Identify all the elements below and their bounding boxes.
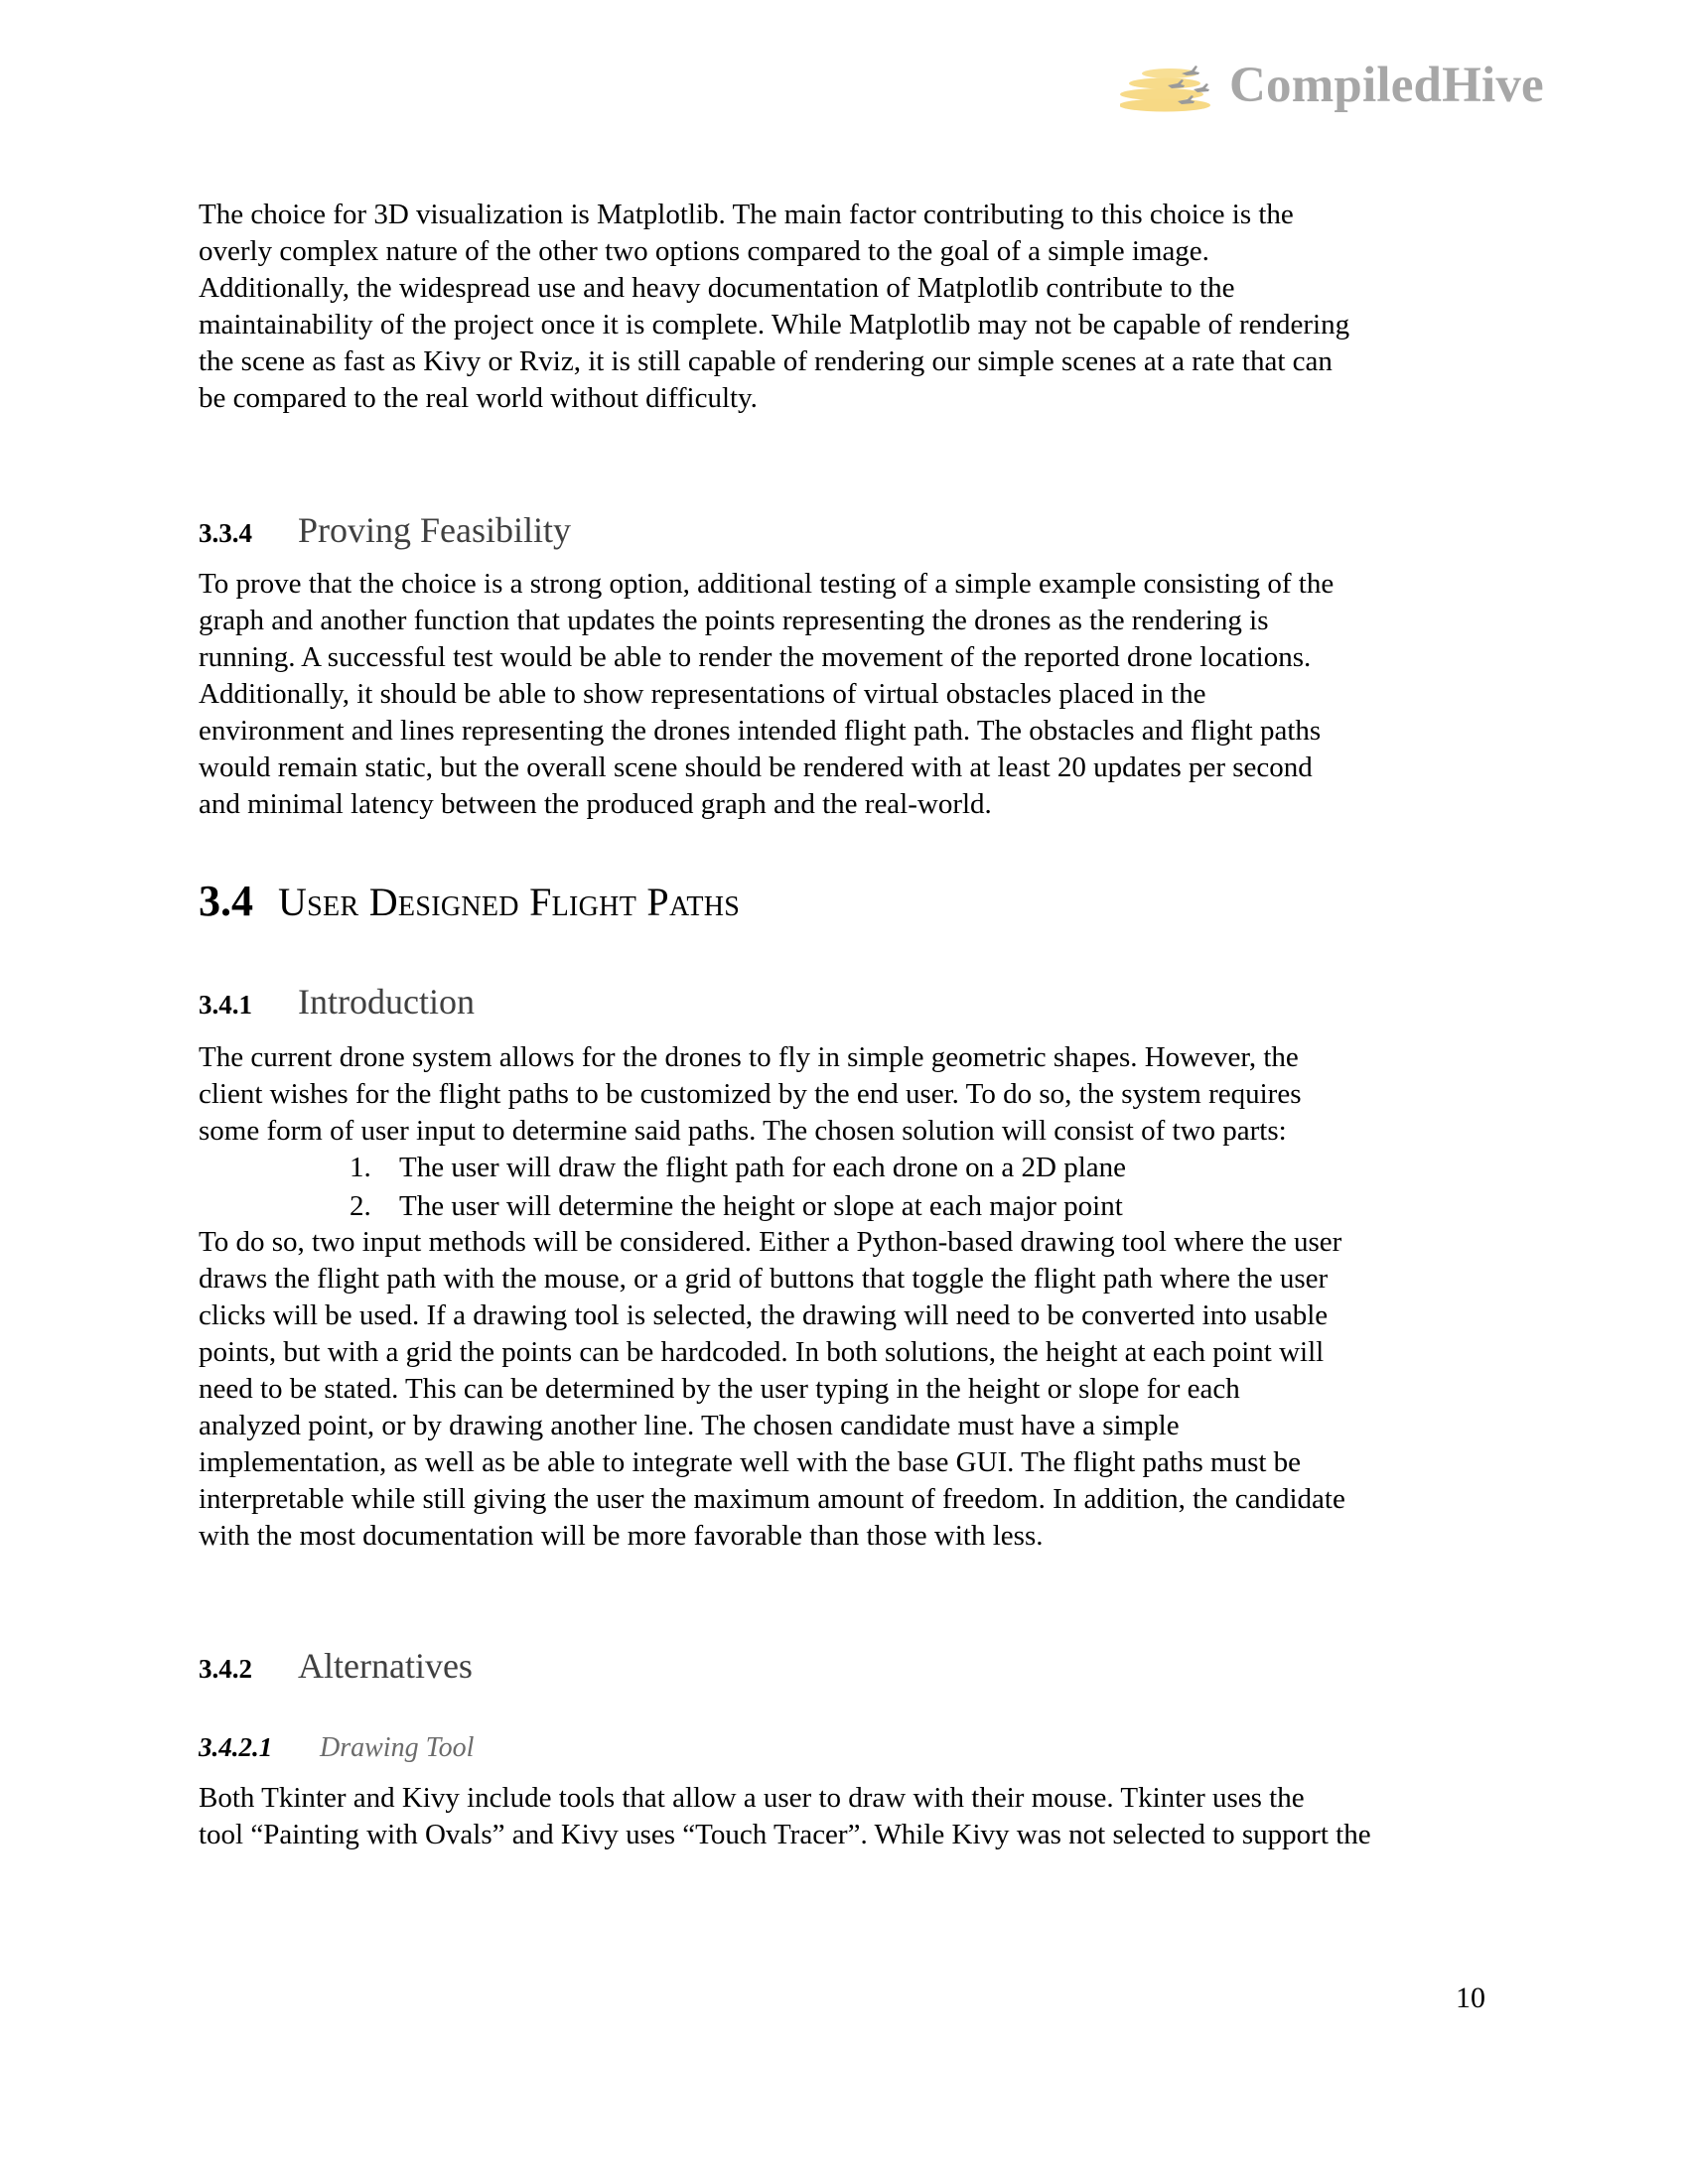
- heading-number: 3.3.4: [199, 518, 252, 548]
- text-line: need to be stated. This can be determined by the user typing in the height or slope for each: [199, 1373, 1240, 1405]
- text-line: would remain static, but the overall scene should be rendered with at least 20 updates per second: [199, 751, 1313, 783]
- text-line: draws the flight path with the mouse, or a grid of buttons that toggle the flight path where the user: [199, 1263, 1329, 1295]
- text-line: and minimal latency between the produced graph and the real-world.: [199, 788, 992, 820]
- text-line: analyzed point, or by drawing another line. The chosen candidate must have a simple: [199, 1410, 1180, 1441]
- text-line: tool “Painting with Ovals” and Kivy uses “Touch Tracer”. While Kivy was not selected to support the: [199, 1819, 1371, 1850]
- heading-title: Alternatives: [298, 1646, 473, 1686]
- drawing-tool-paragraph: [199, 1780, 1489, 1853]
- text-line: running. A successful test would be able to render the movement of the reported drone locations.: [199, 641, 1312, 673]
- text-line: with the most documentation will be more favorable than those with less.: [199, 1520, 1044, 1552]
- heading-3-4-2-1: [199, 1734, 474, 1762]
- list-item: [199, 1150, 1489, 1188]
- text-line: Additionally, the widespread use and heavy documentation of Matplotlib contribute to the: [199, 272, 1235, 304]
- hive-layer: [1120, 99, 1210, 112]
- heading-number: 3.4.1: [199, 990, 252, 1020]
- introduction-paragraph-continued: [199, 1224, 1489, 1555]
- text-line: client wishes for the flight paths to be customized by the end user. To do so, the system requires: [199, 1078, 1302, 1110]
- intro-paragraph: [199, 197, 1489, 417]
- heading-number: 3.4.2.1: [199, 1732, 273, 1762]
- heading-title: User Designed Flight Paths: [278, 880, 741, 924]
- text-line: To do so, two input methods will be considered. Either a Python-based drawing tool where the user: [199, 1226, 1342, 1258]
- text-line: Additionally, it should be able to show representations of virtual obstacles placed in the: [199, 678, 1206, 710]
- heading-3-4-1: [199, 984, 475, 1020]
- numbered-list: [199, 1150, 1489, 1226]
- text-line: Both Tkinter and Kivy include tools that allow a user to draw with their mouse. Tkinter uses the: [199, 1782, 1305, 1814]
- text-line: environment and lines representing the drones intended flight path. The obstacles and flight paths: [199, 715, 1322, 747]
- heading-number: 3.4: [199, 877, 253, 925]
- text-line: implementation, as well as be able to integrate well with the base GUI. The flight paths must be: [199, 1446, 1302, 1478]
- text-line: To prove that the choice is a strong option, additional testing of a simple example consisting of the: [199, 568, 1335, 600]
- heading-title: Proving Feasibility: [298, 510, 572, 550]
- heading-3-4-2: [199, 1648, 473, 1684]
- heading-title: Introduction: [298, 982, 475, 1022]
- list-number: 2.: [350, 1189, 371, 1222]
- company-logo: [1120, 58, 1587, 119]
- text-line: clicks will be used. If a drawing tool is selected, the drawing will need to be converted into usable: [199, 1299, 1329, 1331]
- heading-number: 3.4.2: [199, 1654, 252, 1684]
- text-line: interpretable while still giving the user the maximum amount of freedom. In addition, the candidate: [199, 1483, 1345, 1515]
- page-number: 10: [1456, 1981, 1485, 2014]
- introduction-paragraph: [199, 1039, 1489, 1150]
- heading-3-3-4: [199, 512, 571, 548]
- text-line: some form of user input to determine said paths. The chosen solution will consist of two parts:: [199, 1115, 1287, 1147]
- list-text: The user will draw the flight path for each drone on a 2D plane: [399, 1152, 1126, 1183]
- text-line: points, but with a grid the points can be hardcoded. In both solutions, the height at each point will: [199, 1336, 1325, 1368]
- logo-text: CompiledHive: [1229, 58, 1544, 113]
- text-line: graph and another function that updates the points representing the drones as the rendering is: [199, 605, 1269, 636]
- text-line: The choice for 3D visualization is Matplotlib. The main factor contributing to this choice is the: [199, 199, 1294, 230]
- list-item: [199, 1188, 1489, 1227]
- text-line: be compared to the real world without difficulty.: [199, 382, 758, 414]
- text-line: the scene as fast as Kivy or Rviz, it is still capable of rendering our simple scenes at a rate that can: [199, 345, 1333, 377]
- feasibility-paragraph: [199, 566, 1489, 823]
- hive-icon: [1120, 62, 1229, 117]
- list-number: 1.: [350, 1152, 371, 1183]
- text-line: maintainability of the project once it is complete. While Matplotlib may not be capable of rendering: [199, 309, 1350, 341]
- text-line: The current drone system allows for the drones to fly in simple geometric shapes. However, the: [199, 1041, 1299, 1073]
- list-text: The user will determine the height or slope at each major point: [399, 1189, 1123, 1222]
- heading-3-4: [199, 877, 741, 925]
- hive-layer: [1129, 78, 1200, 89]
- heading-title: Drawing Tool: [320, 1732, 475, 1763]
- text-line: overly complex nature of the other two options compared to the goal of a simple image.: [199, 235, 1209, 267]
